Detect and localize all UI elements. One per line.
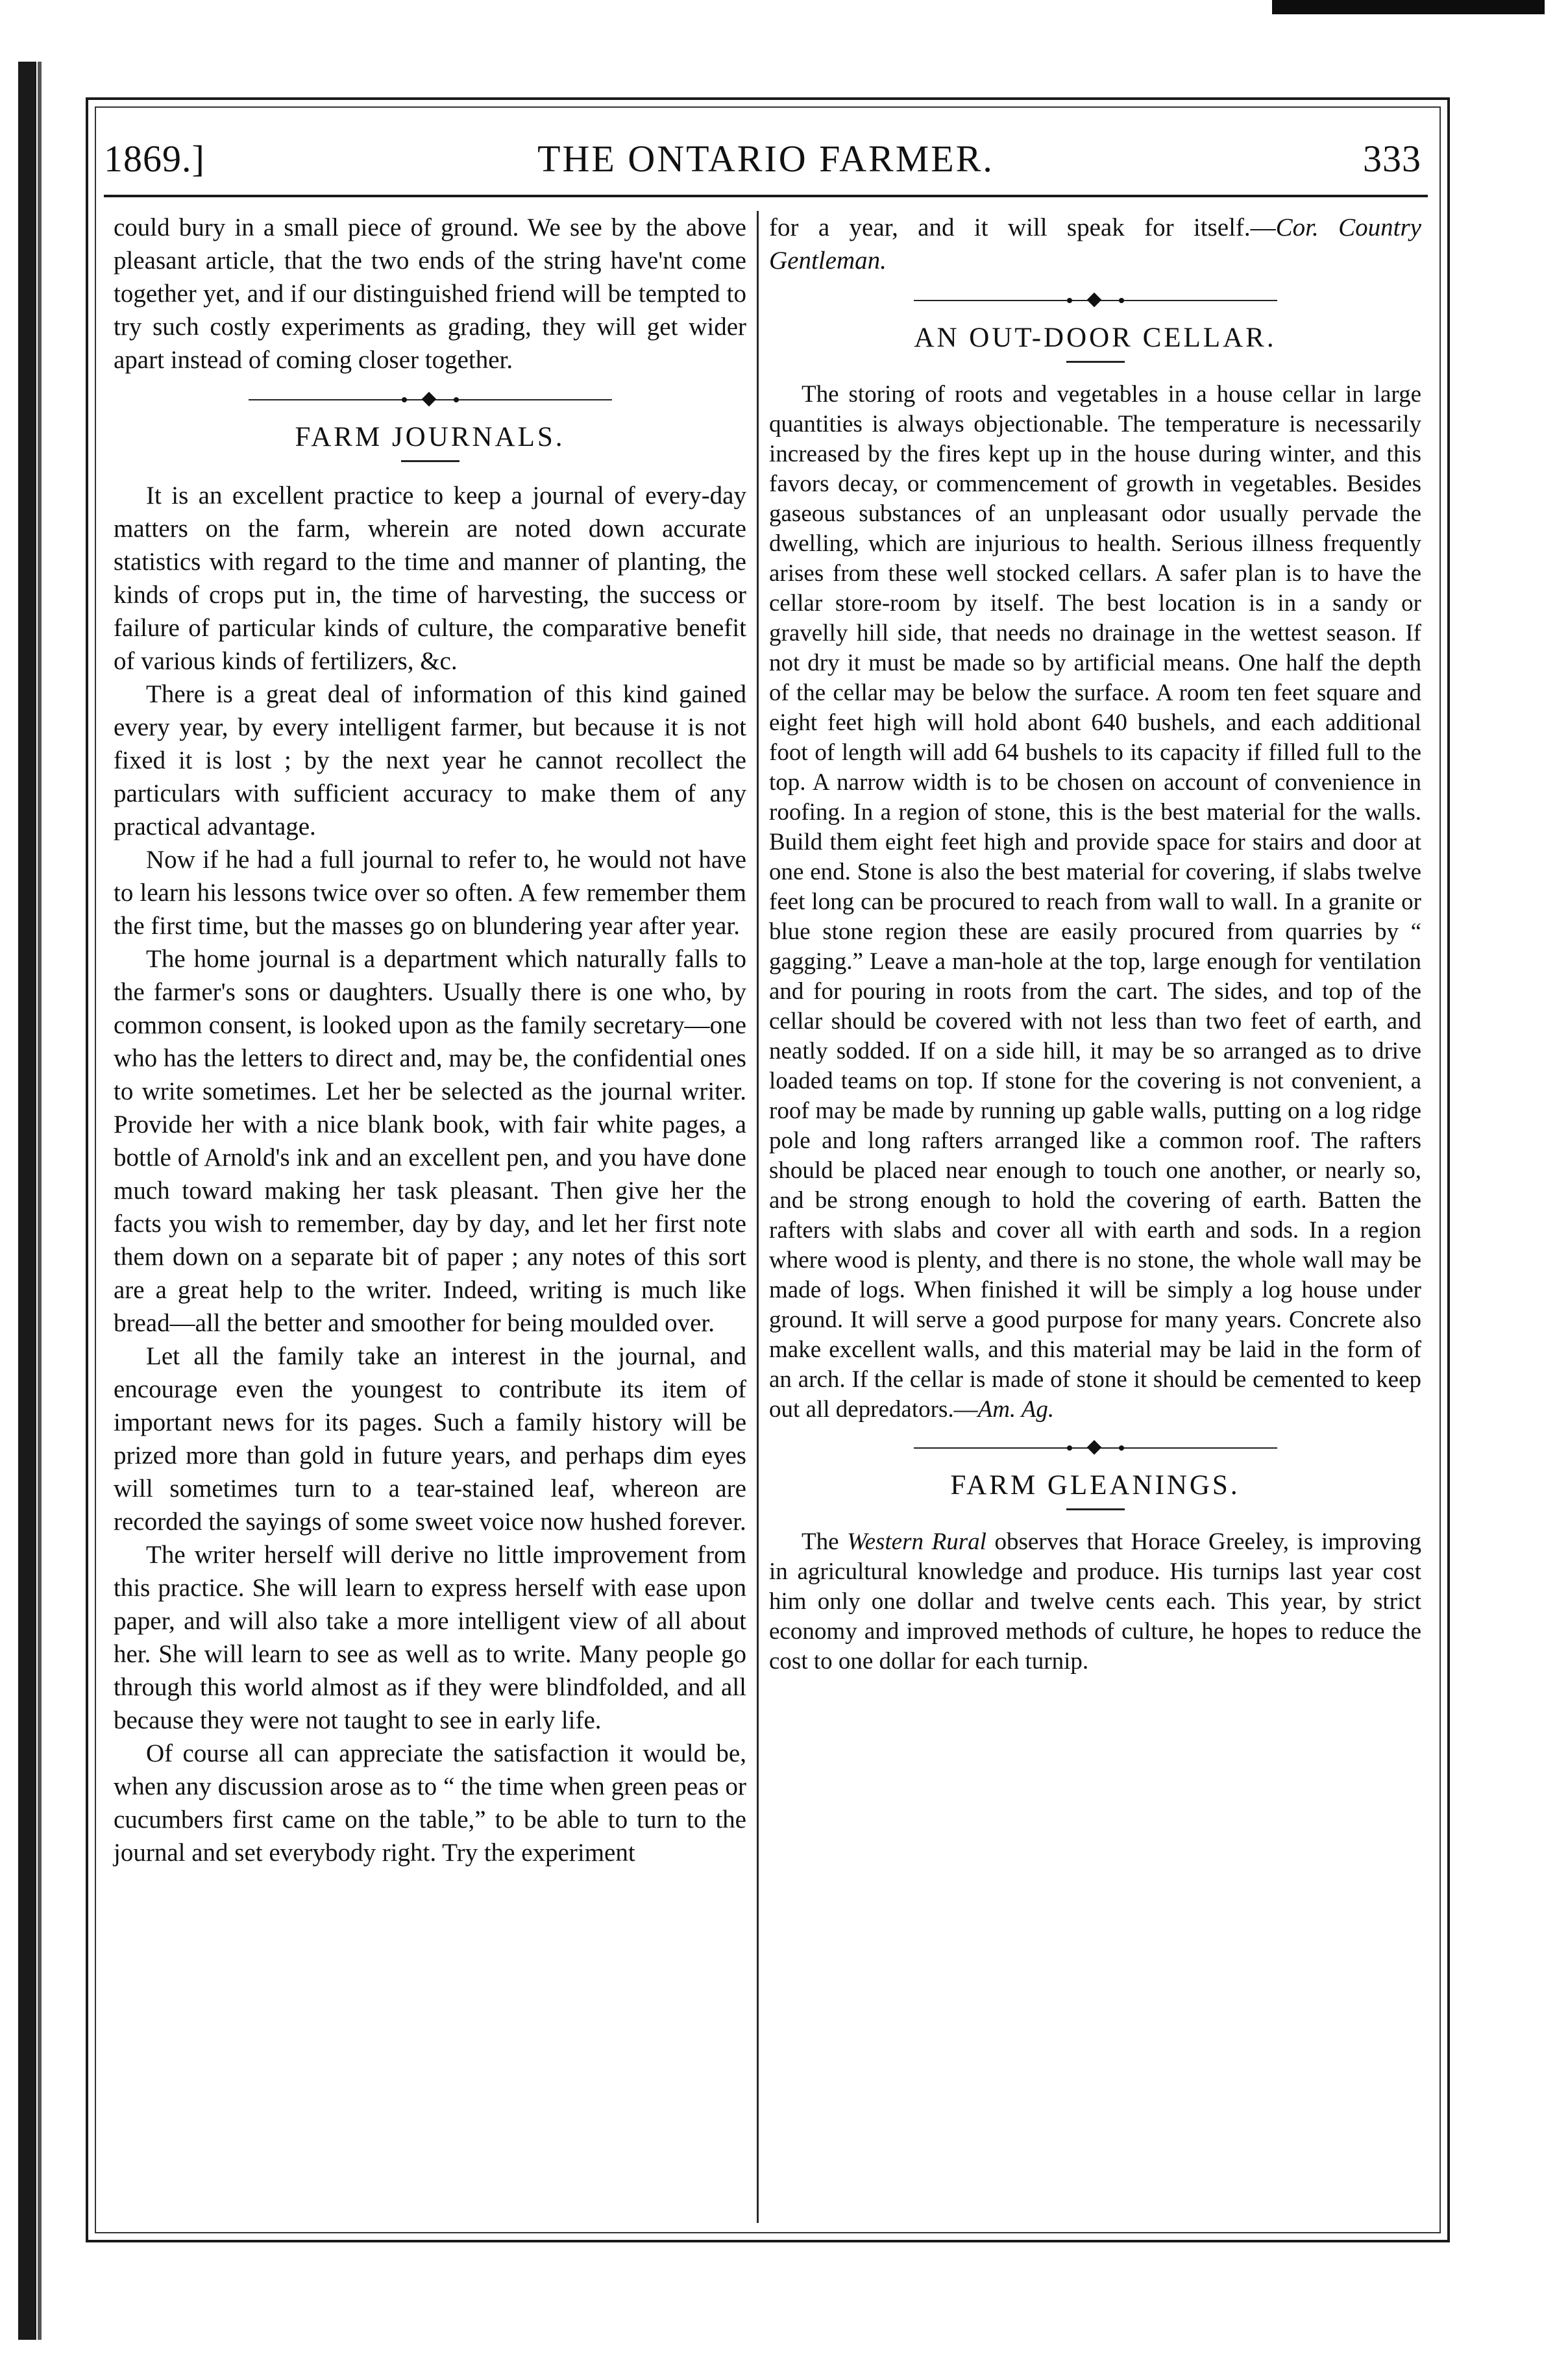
left-column (114, 211, 746, 2223)
running-header (104, 130, 1428, 188)
farm-journals-paragraph: There is a great deal of information of this kind gained every year, by every intelligent farmer, but because it is not fixed it is lost ; by the next year he cannot recollect the particulars with sufficient accuracy to make them of any practical advantage. (114, 680, 746, 841)
farm-journals-paragraph: Of course all can appreciate the satisfaction it would be, when any discussion arose as to “ the time when green peas or cucumbers first came on the table,” to be able to turn to the journal and set everybody right. Try the experiment (114, 1739, 746, 1867)
book-spine-shadow (18, 62, 36, 2340)
heading-rule (1066, 361, 1125, 363)
section-ornament (914, 294, 1277, 307)
farm-gleanings-lead: The (802, 1528, 839, 1555)
column-divider (757, 211, 759, 2223)
heading-farm-journals: FARM JOURNALS. (295, 422, 565, 452)
heading-farm-gleanings: FARM GLEANINGS. (950, 1470, 1240, 1501)
continued-text: for a year, and it will speak for itself.— (769, 214, 1276, 241)
farm-journals-paragraph: The writer herself will derive no little improvement from this practice. She will learn to express herself with ease upon paper, and will also take a more intelligent view of all about her. She will learn to see as well as to write. Many people go through this world almost as if they were blindfolded, and all because they were not taught to see in early life. (114, 1541, 746, 1734)
continued-paragraph (769, 211, 1421, 277)
farm-gleanings-body: observes that Horace Greeley, is improving in agricultural knowledge and produce. His turnips last year cost him only one dollar and twelve cents each. This year, by strict economy and improved methods of culture, he hopes to reduce the cost to one dollar for each turnip. (769, 1528, 1422, 1675)
out-door-cellar-body: The storing of roots and vegetables in a house cellar in large quantities is always objectionable. The temperature is necessarily increased by the fires kept up in the house during winter, and this favors decay, or commencement of growth in vegetables. Besides gaseous substances of an unpleasant odor usually pervade the dwelling, which are injurious to health. Serious illness frequently arises from these well stocked cellars. A safer plan is to have the cellar store-room by itself. The best location is in a sandy or gravelly hill side, that needs no drainage in the wettest season. If not dry it must be made so by artificial means. One half the depth of the cellar may be below the surface. A room ten feet square and eight feet high will hold abont 640 bushels, and each additional foot of length will add 64 bushels to its capacity if filled full to the top. A narrow width is to be chosen on account of convenience in roofing. In a region of stone, this is the best material for the walls. Build them eight feet high and provide space for stairs and door at one end. Stone is also the best material for covering, if slabs twelve feet long can be procured to reach from wall to wall. In a granite or blue stone region these are easily procured from quarries by “ gagging.” Leave a man-hole at the top, large enough for ventilation and for pouring in roots from the cart. The sides, and top of the cellar should be covered with not less than two feet of earth, and neatly sodded. If on a side hill, it may be so arranged as to drive loaded teams on top. If stone for the covering is not convenient, a roof may be made by running up gable walls, putting on a log ridge pole and long rafters arranged like a common roof. The rafters should be placed near enough to touch one another, or nearly so, and be strong enough to hold the covering of earth. Batten the rafters with slabs and cover all with earth and sods. In a region where wood is plenty, and there is no stone, the whole wall may be made of logs. When finished it will be simply a log house under ground. It will serve a good purpose for many years. Concrete also make excellent walls, and this material may be laid in the form of an arch. If the cellar is made of stone it should be cemented to keep out all depredators.— (769, 381, 1421, 1423)
farm-gleanings-publication: Western Rural (847, 1528, 986, 1555)
out-door-cellar-paragraph (769, 380, 1421, 1425)
section-ornament (914, 1442, 1277, 1455)
heading-rule (401, 460, 459, 462)
farm-journals-paragraph: Now if he had a full journal to refer to, he would not have to learn his lessons twice over so often. A few remember them the first time, but the masses go on blundering year after year. (114, 846, 746, 940)
farm-journals-paragraph: Let all the family take an interest in the journal, and encourage even the youngest to contribute its item of important news for its pages. Such a family history will be prized more than gold in future years, and perhaps dim eyes will sometimes turn to a tear-stained leaf, whereon are recorded the sayings of some sweet voice now hushed forever. (114, 1342, 746, 1536)
heading-out-door-cellar: AN OUT-DOOR CELLAR. (914, 323, 1277, 353)
heading-rule (1066, 1508, 1125, 1510)
header-title: THE ONTARIO FARMER. (537, 138, 994, 180)
farm-journals-paragraph: The home journal is a department which naturally falls to the farmer's sons or daughters. Usually there is one who, by common consent, is looked upon as the family secretary—one who has the letters to direct and, may be, the confidential ones to write sometimes. Let her be selected as the journal writer. Provide her with a nice blank book, with fair white pages, a bottle of Arnold's ink and an excellent pen, and you have done much toward making her task pleasant. Then give her the facts you wish to remember, day by day, and let her first note them down on a separate bit of paper ; any notes of this sort are a great help to the writer. Indeed, writing is much like bread—all the better and smoother for being moulded over. (114, 945, 746, 1337)
book-spine-edge (38, 62, 42, 2340)
header-date: 1869.] (104, 138, 205, 180)
scan-edge-bar (1272, 0, 1545, 14)
farm-journals-paragraph: It is an excellent practice to keep a journal of every-day matters on the farm, wherein are noted down accurate statistics with regard to the time and manner of planting, the kinds of crops put in, the time of harvesting, the success or failure of particular kinds of culture, the comparative benefit of various kinds of fertilizers, &c. (114, 482, 746, 675)
continued-paragraph: could bury in a small piece of ground. We see by the above pleasant article, that the two ends of the string have'nt come together yet, and if our distinguished friend will be tempted to try such costly experiments as grading, they will get wider apart instead of coming closer together. (114, 214, 746, 374)
header-rule (104, 195, 1428, 197)
header-page-number: 333 (1363, 138, 1421, 180)
out-door-cellar-source: Am. Ag. (977, 1396, 1055, 1423)
right-column (769, 211, 1421, 2223)
farm-gleanings-paragraph (769, 1527, 1421, 1676)
continued-source: Cor. Country Gentleman. (769, 214, 1421, 275)
section-ornament (249, 393, 612, 406)
